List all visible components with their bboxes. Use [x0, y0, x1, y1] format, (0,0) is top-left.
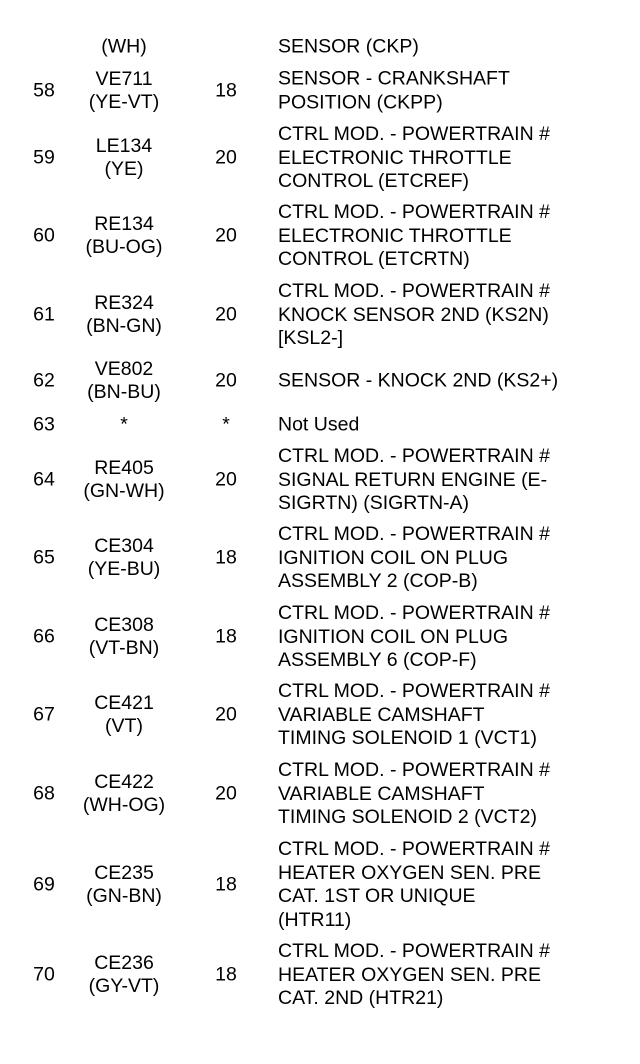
description-line: HEATER OXYGEN SEN. PRE	[278, 963, 541, 986]
description-line: [KSL2-]	[278, 326, 344, 349]
wire-color: (YE-BU)	[87, 558, 161, 580]
description-line: CTRL MOD. - POWERTRAIN #	[278, 444, 550, 467]
table-row	[0, 758, 640, 830]
table-row	[0, 122, 640, 194]
table-row	[0, 200, 640, 272]
description-line: CTRL MOD. - POWERTRAIN #	[278, 200, 550, 223]
wire-color: (GY-VT)	[88, 975, 160, 997]
pin-number: 62	[33, 369, 55, 392]
circuit-description	[278, 445, 628, 516]
pin-number: 64	[33, 468, 55, 491]
circuit-code: CE304	[94, 535, 154, 557]
circuit-cell	[64, 692, 184, 738]
description-line: CTRL MOD. - POWERTRAIN #	[278, 601, 550, 624]
circuit-code: RE134	[94, 213, 154, 235]
description-line: ELECTRONIC THROTTLE	[278, 146, 512, 169]
circuit-description	[278, 523, 628, 594]
circuit-code: LE134	[95, 135, 153, 157]
table-row	[0, 601, 640, 673]
wire-color: (YE-VT)	[88, 91, 160, 113]
description-line: IGNITION COIL ON PLUG	[278, 625, 509, 648]
wire-gauge: 20	[215, 303, 237, 326]
circuit-cell	[64, 862, 184, 908]
description-line: TIMING SOLENOID 2 (VCT2)	[278, 805, 537, 828]
circuit-cell	[64, 358, 184, 404]
description-line: CTRL MOD. - POWERTRAIN #	[278, 522, 550, 545]
circuit-cell	[64, 952, 184, 998]
table-row	[0, 522, 640, 594]
wire-color: (BN-GN)	[86, 315, 162, 337]
circuit-code: RE324	[94, 292, 154, 314]
table-row	[0, 67, 640, 115]
wire-color: (YE)	[104, 158, 144, 180]
circuit-description	[278, 413, 628, 437]
table-row	[0, 279, 640, 351]
circuit-code: RE405	[94, 457, 154, 479]
wire-gauge: 20	[215, 468, 237, 491]
circuit-cell	[64, 36, 184, 59]
wire-color: (WH-OG)	[82, 794, 166, 816]
description-line: ASSEMBLY 2 (COP-B)	[278, 569, 478, 592]
description-line: CTRL MOD. - POWERTRAIN #	[278, 122, 550, 145]
wire-color: (WH)	[101, 35, 147, 58]
description-line: CTRL MOD. - POWERTRAIN #	[278, 939, 550, 962]
table-row	[0, 34, 640, 60]
description-line: ELECTRONIC THROTTLE	[278, 224, 512, 247]
pin-number: 70	[33, 963, 55, 986]
circuit-description	[278, 838, 628, 932]
table-row	[0, 444, 640, 516]
wire-gauge: 20	[215, 782, 237, 805]
pin-number: 67	[33, 703, 55, 726]
wire-gauge: 18	[215, 963, 237, 986]
pin-number: 59	[33, 146, 55, 169]
description-line: TIMING SOLENOID 1 (VCT1)	[278, 726, 537, 749]
wire-color: (GN-BN)	[86, 885, 162, 907]
circuit-cell	[64, 135, 184, 181]
circuit-cell	[64, 292, 184, 338]
wire-gauge: 20	[215, 224, 237, 247]
circuit-code: VE802	[94, 358, 154, 380]
description-line: SIGRTN) (SIGRTN-A)	[278, 491, 470, 514]
circuit-code: CE421	[94, 692, 154, 714]
description-line: SENSOR (CKP)	[278, 35, 419, 58]
description-line: KNOCK SENSOR 2ND (KS2N)	[278, 303, 549, 326]
description-line: Not Used	[278, 413, 360, 436]
description-line: CAT. 1ST OR UNIQUE	[278, 885, 476, 907]
circuit-cell	[64, 771, 184, 817]
wire-gauge: 18	[215, 79, 237, 102]
circuit-code: CE236	[94, 952, 154, 974]
wire-color: (BU-OG)	[85, 236, 163, 258]
circuit-cell	[64, 535, 184, 581]
description-line: SENSOR - CRANKSHAFT	[278, 67, 510, 90]
circuit-code: CE235	[94, 862, 154, 884]
description-line: CONTROL (ETCREF)	[278, 169, 470, 192]
circuit-cell	[64, 614, 184, 660]
table-row	[0, 837, 640, 933]
description-line: IGNITION COIL ON PLUG	[278, 546, 509, 569]
table-row	[0, 412, 640, 438]
circuit-code: CE308	[94, 614, 154, 636]
wire-gauge: *	[222, 413, 230, 436]
circuit-cell	[64, 68, 184, 114]
table-row	[0, 939, 640, 1011]
table-row	[0, 679, 640, 751]
circuit-description	[278, 940, 628, 1011]
description-line: CTRL MOD. - POWERTRAIN #	[278, 838, 550, 860]
description-line: CTRL MOD. - POWERTRAIN #	[278, 679, 550, 702]
wire-color: (BN-BU)	[87, 381, 161, 403]
pin-number: 60	[33, 224, 55, 247]
circuit-cell	[64, 213, 184, 259]
circuit-description	[278, 369, 628, 393]
circuit-cell	[64, 457, 184, 503]
wire-color: (VT-BN)	[88, 637, 160, 659]
description-line: POSITION (CKPP)	[278, 91, 443, 113]
wire-gauge: 20	[215, 703, 237, 726]
wire-gauge: 18	[215, 873, 237, 896]
pin-number: 68	[33, 782, 55, 805]
circuit-code: *	[120, 413, 128, 436]
circuit-description	[278, 759, 628, 830]
table-row	[0, 357, 640, 405]
circuit-description	[278, 680, 628, 751]
description-line: CTRL MOD. - POWERTRAIN #	[278, 279, 550, 302]
circuit-description	[278, 123, 628, 194]
description-line: CONTROL (ETCRTN)	[278, 247, 470, 270]
wire-gauge: 18	[215, 546, 237, 569]
description-line: ASSEMBLY 6 (COP-F)	[278, 648, 477, 671]
wire-gauge: 18	[215, 625, 237, 648]
pin-number: 65	[33, 546, 55, 569]
circuit-description	[278, 35, 628, 59]
circuit-code: CE422	[94, 771, 154, 793]
description-line: (HTR11)	[278, 908, 352, 931]
circuit-description	[278, 280, 628, 351]
description-line: CAT. 2ND (HTR21)	[278, 986, 444, 1009]
pin-number: 63	[33, 413, 55, 436]
description-line: HEATER OXYGEN SEN. PRE	[278, 861, 541, 884]
circuit-description	[278, 602, 628, 673]
pin-number: 58	[33, 79, 55, 102]
circuit-description	[278, 68, 628, 115]
circuit-code: VE711	[95, 68, 153, 90]
description-line: SIGNAL RETURN ENGINE (E-	[278, 468, 548, 491]
pin-number: 69	[33, 873, 55, 896]
wire-color: (GN-WH)	[83, 480, 165, 502]
circuit-description	[278, 201, 628, 272]
description-line: VARIABLE CAMSHAFT	[278, 782, 485, 805]
wire-gauge: 20	[215, 369, 237, 392]
wire-color: (VT)	[105, 715, 143, 737]
description-line: VARIABLE CAMSHAFT	[278, 703, 485, 726]
pin-number: 66	[33, 625, 55, 648]
circuit-cell	[64, 414, 184, 437]
wire-gauge: 20	[215, 146, 237, 169]
description-line: CTRL MOD. - POWERTRAIN #	[278, 758, 550, 781]
description-line: SENSOR - KNOCK 2ND (KS2+)	[278, 369, 559, 392]
pin-number: 61	[33, 303, 55, 326]
